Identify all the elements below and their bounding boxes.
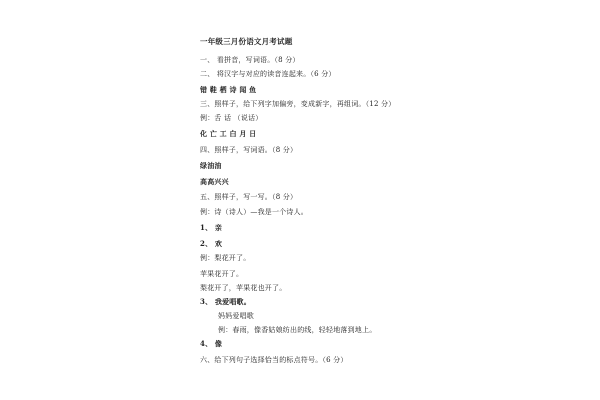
section-4-example-1: 绿油油 bbox=[200, 161, 222, 170]
section-2-heading: 二、 将汉字与对应的读音连起来。（6 分） bbox=[200, 70, 336, 78]
section-5-item-3: 3、 我爱唱歌。 bbox=[200, 297, 251, 306]
section-5-example: 例：诗（诗人）—我是一个诗人。 bbox=[200, 208, 308, 216]
section-5-line-2: 梨花开了，苹果花也开了。 bbox=[200, 284, 287, 292]
exam-title: 一年级三月份语文月考试题 bbox=[200, 37, 293, 46]
section-5-line-3: 妈妈爱唱歌 bbox=[218, 312, 254, 320]
section-5-heading: 五、照样子，写一写。（8 分） bbox=[200, 193, 298, 201]
section-6-heading: 六、给下列句子选择恰当的标点符号。（6 分） bbox=[200, 356, 348, 364]
section-3-example: 例：舌 话 （说话） bbox=[200, 114, 263, 122]
section-5-example-3: 例：春雨，像香姑娘纺出的线，轻轻地落到地上。 bbox=[218, 326, 377, 334]
section-2-characters: 错 鞋 栖 诗 闻 鱼 bbox=[200, 85, 257, 94]
section-4-heading: 四、照样子，写词语。（8 分） bbox=[200, 146, 298, 154]
section-5-example-2: 例：梨花开了。 bbox=[200, 254, 251, 262]
section-3-heading: 三、照样子，给下列字加偏旁，变成新字，再组词。（12 分） bbox=[200, 100, 396, 108]
section-5-line-1: 苹果花开了。 bbox=[200, 270, 244, 278]
section-4-example-2: 高高兴兴 bbox=[200, 177, 229, 186]
section-1-heading: 一、 看拼音，写词语。（8 分） bbox=[200, 56, 300, 64]
section-3-characters: 化 亡 工 白 月 日 bbox=[200, 129, 257, 138]
section-5-item-4: 4、 像 bbox=[200, 339, 223, 348]
section-5-item-1: 1、 亲 bbox=[200, 223, 223, 232]
section-5-item-2: 2、 欢 bbox=[200, 239, 223, 248]
